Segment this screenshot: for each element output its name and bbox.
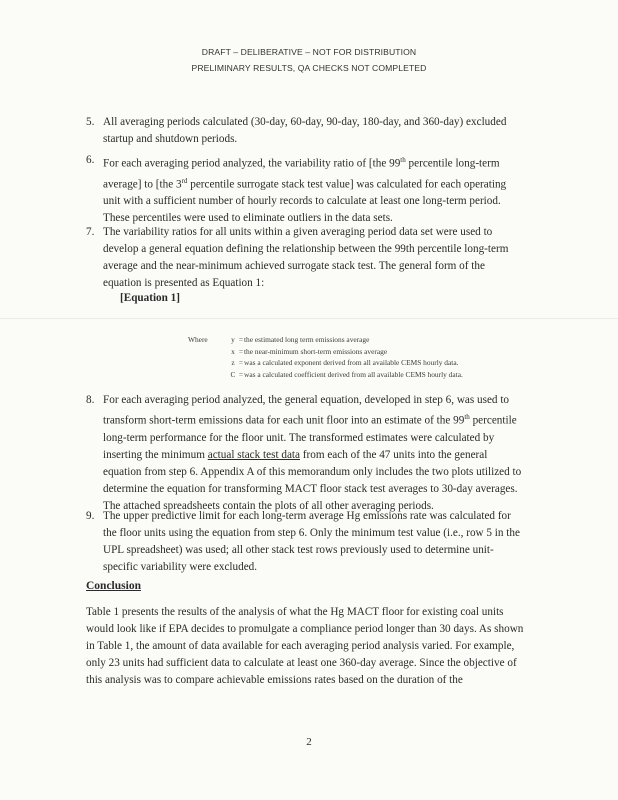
equals-sign: = bbox=[238, 358, 244, 367]
item-number: 5. bbox=[86, 116, 95, 128]
where-label: Where bbox=[188, 335, 208, 344]
page-number: 2 bbox=[306, 736, 312, 748]
item-text bbox=[103, 152, 526, 227]
item-number: 8. bbox=[86, 394, 95, 406]
text-run: from each of the 47 units into the general equation from step 6. Appendix A of this memorandum only includes the two plots utilized to determine the equation for transforming MACT floor stack test averages to 30-day averages. The attached spreadsheets contain the plots of all other averaging periods. bbox=[103, 448, 522, 512]
variable-symbol: z bbox=[231, 358, 235, 367]
item-number: 6. bbox=[86, 154, 95, 166]
equals-sign: = bbox=[238, 346, 244, 356]
conclusion-paragraph: Table 1 presents the results of the analysis of what the Hg MACT floor for existing coal units would look like if EPA decides to promulgate a compliance period longer than 30 days. As shown in Table 1, the amount of data available for each averaging period analysis varied. For example, only 23 units had sufficient data to calculate at least one 360-day average. Since the objective of this analysis was to compare achievable emissions rates based on the duration of the bbox=[86, 606, 524, 686]
text-run: For each averaging period analyzed, the general equation, developed in step 6, was used to transform short-term emissions data for each unit floor into an estimate of the 99 bbox=[103, 394, 510, 427]
underlined-text: actual stack test data bbox=[207, 448, 300, 461]
equals-sign: = bbox=[238, 335, 244, 344]
variable-symbol: x bbox=[231, 346, 235, 356]
header-line-1: DRAFT – DELIBERATIVE – NOT FOR DISTRIBUTION bbox=[201, 47, 417, 57]
equals-sign: = bbox=[238, 369, 244, 379]
list-item-7 bbox=[86, 224, 526, 292]
variable-definition: the estimated long term emissions average bbox=[244, 335, 370, 344]
text-run: percentile long-term average] to [the 3 bbox=[103, 157, 500, 191]
item-number: 7. bbox=[86, 226, 95, 238]
text-run: For each averaging period analyzed, the variability ratio of [the 99 bbox=[103, 157, 401, 170]
variable-definition: was a calculated exponent derived from all available CEMS hourly data. bbox=[244, 358, 459, 367]
variable-symbol: y bbox=[231, 335, 235, 344]
superscript: th bbox=[464, 413, 470, 421]
header-line-2: PRELIMINARY RESULTS, QA CHECKS NOT COMPLETED bbox=[191, 63, 427, 73]
item-text bbox=[103, 392, 526, 515]
variable-definition: the near-minimum short-term emissions average bbox=[244, 346, 388, 356]
list-item-8 bbox=[86, 392, 526, 515]
superscript: th bbox=[400, 156, 406, 164]
list-item-9 bbox=[86, 508, 526, 576]
draft-header bbox=[0, 44, 618, 76]
text-run: percentile long-term performance for the floor unit. The transformed estimates were calculated by inserting the minimum bbox=[103, 414, 517, 461]
item-text: The variability ratios for all units within a given averaging period data set were used to develop a general equation defining the relationship between the 99th percentile long-term average and the near-minimum achieved surrogate stack test. The general form of the equation is presented as Equation 1: bbox=[103, 226, 509, 289]
item-text: The upper predictive limit for each long-term average Hg emissions rate was calculated for the floor units using the equation from step 6. Only the minimum test value (i.e., row 5 in the UPL spreadsheet) was used; all other stack test rows previously used to determine unit-specific variability were excluded. bbox=[103, 510, 520, 573]
text-run: percentile surrogate stack test value] was calculated for each operating unit with a sufficient number of hourly records to calculate at least one long-term period. These percentiles were used to eliminate outliers in the data sets. bbox=[103, 178, 507, 225]
variable-symbol: C bbox=[230, 369, 236, 379]
superscript: rd bbox=[181, 176, 188, 185]
variable-definition: was a calculated coefficient derived from all available CEMS hourly data. bbox=[244, 369, 463, 379]
list-item-5 bbox=[86, 114, 526, 148]
item-text: All averaging periods calculated (30-day, 60-day, 90-day, 180-day, and 360-day) excluded startup and shutdown periods. bbox=[103, 116, 507, 145]
list-item-6 bbox=[86, 152, 526, 227]
conclusion-heading: Conclusion bbox=[86, 580, 141, 592]
equation-label: [Equation 1] bbox=[120, 292, 180, 304]
item-number: 9. bbox=[86, 510, 95, 522]
scan-artifact-line bbox=[0, 318, 618, 319]
